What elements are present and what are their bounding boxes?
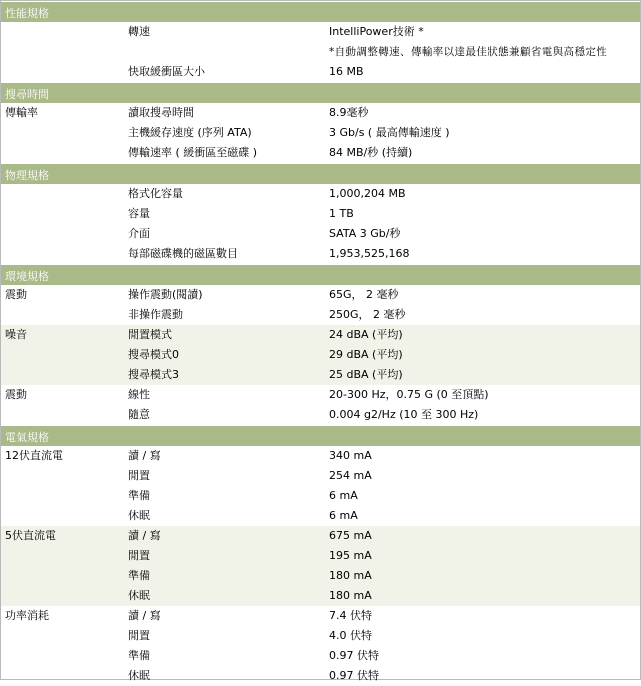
spec-value	[329, 449, 372, 463]
spec-row	[1, 666, 640, 686]
spec-row	[1, 103, 640, 123]
spec-row	[1, 22, 640, 62]
spec-value-line: 180 mA	[329, 589, 372, 602]
spec-value	[329, 368, 403, 382]
spec-value-line: 675 mA	[329, 529, 372, 542]
spec-row	[1, 486, 640, 506]
spec-name: 休眠	[128, 509, 150, 522]
spec-name: 非操作震動	[128, 308, 183, 321]
spec-row	[1, 446, 640, 466]
spec-row	[1, 204, 640, 224]
spec-row	[1, 345, 640, 365]
spec-row	[1, 646, 640, 666]
spec-name: 閒置模式	[128, 328, 172, 341]
spec-row	[1, 385, 640, 405]
spec-value	[329, 348, 403, 362]
spec-value-line: 25 dBA (平均)	[329, 368, 403, 381]
spec-value-line: 29 dBA (平均)	[329, 348, 403, 361]
spec-value-line: 254 mA	[329, 469, 372, 482]
spec-value-line: 0.97 伏特	[329, 669, 379, 682]
spec-row	[1, 466, 640, 486]
spec-name: 主機緩存速度 (序列 ATA)	[128, 126, 252, 139]
spec-name: 搜尋模式0	[128, 348, 179, 361]
spec-row	[1, 546, 640, 566]
spec-name: 準備	[128, 569, 150, 582]
spec-row	[1, 586, 640, 606]
spec-row	[1, 305, 640, 325]
spec-value	[329, 609, 372, 623]
spec-value-line: 1 TB	[329, 207, 354, 220]
spec-value-line: 8.9毫秒	[329, 106, 369, 119]
spec-name: 休眠	[128, 669, 150, 682]
spec-value	[329, 65, 364, 79]
spec-name: 每部磁碟機的磁區數目	[128, 247, 238, 260]
section-header	[1, 82, 640, 103]
spec-value-line: 1,953,525,168	[329, 247, 410, 260]
section-title: 物理規格	[5, 169, 49, 182]
spec-value	[329, 629, 372, 643]
section-title: 電氣規格	[5, 431, 49, 444]
group-label: 傳輸率	[5, 106, 38, 119]
spec-value	[329, 25, 607, 59]
spec-value	[329, 227, 400, 241]
section-title: 性能規格	[5, 7, 49, 20]
spec-row	[1, 123, 640, 143]
spec-value-line: 180 mA	[329, 569, 372, 582]
spec-value-line: 0.97 伏特	[329, 649, 379, 662]
spec-value	[329, 549, 372, 563]
spec-name: 休眠	[128, 589, 150, 602]
spec-value-line: 7.4 伏特	[329, 609, 372, 622]
section-title: 搜尋時間	[5, 88, 49, 101]
group-label: 震動	[5, 388, 27, 401]
spec-value	[329, 207, 354, 221]
spec-row	[1, 224, 640, 244]
spec-value-line: *自動調整轉速、傳輸率以達最佳狀態兼顧省電與高穩定性	[329, 46, 608, 58]
spec-value	[329, 126, 450, 140]
spec-value	[329, 247, 409, 261]
group-label: 震動	[5, 288, 27, 301]
spec-row	[1, 184, 640, 204]
spec-name: 讀 / 寫	[128, 609, 161, 622]
spec-value-line: IntelliPower技術 *	[329, 25, 424, 38]
spec-value-line: 16 MB	[329, 65, 364, 78]
spec-name: 讀 / 寫	[128, 529, 161, 542]
spec-name: 閒置	[128, 629, 150, 642]
spec-value	[329, 146, 412, 160]
spec-value-line: 0.004 g2/Hz (10 至 300 Hz)	[329, 408, 479, 421]
spec-name: 格式化容量	[128, 187, 183, 200]
spec-value-line: 20-300 Hz，0.75 G (0 至頂點)	[329, 388, 489, 401]
spec-name: 傳輸速率 ( 緩衝區至磁碟 )	[128, 146, 258, 159]
spec-row	[1, 526, 640, 546]
spec-row	[1, 566, 640, 586]
spec-name: 介面	[128, 227, 150, 240]
spec-value-line: 3 Gb/s ( 最高傳輸速度 )	[329, 126, 450, 139]
spec-row	[1, 506, 640, 526]
group-label: 12伏直流電	[5, 449, 63, 462]
spec-value-line: 1,000,204 MB	[329, 187, 406, 200]
spec-value	[329, 649, 379, 663]
spec-name: 準備	[128, 649, 150, 662]
spec-name: 容量	[128, 207, 150, 220]
section-header	[1, 1, 640, 22]
spec-name: 轉速	[128, 25, 150, 38]
group-label: 5伏直流電	[5, 529, 56, 542]
spec-value	[329, 308, 406, 322]
spec-row	[1, 626, 640, 646]
spec-name: 快取緩衝區大小	[128, 65, 205, 78]
spec-name: 準備	[128, 489, 150, 502]
spec-row	[1, 365, 640, 385]
spec-value	[329, 589, 372, 603]
spec-row	[1, 143, 640, 163]
spec-value-line: 65G， 2 毫秒	[329, 288, 399, 301]
spec-name: 讀 / 寫	[128, 449, 161, 462]
spec-name: 讀取搜尋時間	[128, 106, 194, 119]
spec-row	[1, 244, 640, 264]
spec-row	[1, 285, 640, 305]
group-label: 功率消耗	[5, 609, 49, 622]
spec-value-line: 24 dBA (平均)	[329, 328, 403, 341]
spec-row	[1, 606, 640, 626]
spec-value	[329, 288, 399, 302]
spec-value	[329, 469, 372, 483]
spec-value	[329, 187, 406, 201]
spec-name: 隨意	[128, 408, 150, 421]
spec-value	[329, 388, 489, 402]
spec-value-line: 195 mA	[329, 549, 372, 562]
spec-value	[329, 529, 372, 543]
spec-value	[329, 669, 379, 683]
spec-value-line: SATA 3 Gb/秒	[329, 227, 401, 240]
spec-name: 搜尋模式3	[128, 368, 179, 381]
spec-name: 線性	[128, 388, 150, 401]
section-header	[1, 425, 640, 446]
spec-value	[329, 569, 372, 583]
spec-value-line: 6 mA	[329, 509, 358, 522]
section-header	[1, 264, 640, 285]
spec-name: 閒置	[128, 469, 150, 482]
spec-value-line: 84 MB/秒 (持續)	[329, 146, 413, 159]
spec-row	[1, 405, 640, 425]
section-title: 環境規格	[5, 270, 49, 283]
spec-value	[329, 408, 478, 422]
spec-value-line: 4.0 伏特	[329, 629, 372, 642]
spec-name: 閒置	[128, 549, 150, 562]
spec-value-line: 250G， 2 毫秒	[329, 308, 406, 321]
spec-row	[1, 325, 640, 345]
spec-value	[329, 328, 403, 342]
spec-row	[1, 62, 640, 82]
spec-value	[329, 489, 358, 503]
section-header	[1, 163, 640, 184]
spec-value	[329, 509, 358, 523]
spec-value-line: 6 mA	[329, 489, 358, 502]
spec-value-line: 340 mA	[329, 449, 372, 462]
spec-value	[329, 106, 369, 120]
spec-name: 操作震動(閱讀)	[128, 288, 203, 301]
group-label: 噪音	[5, 328, 27, 341]
